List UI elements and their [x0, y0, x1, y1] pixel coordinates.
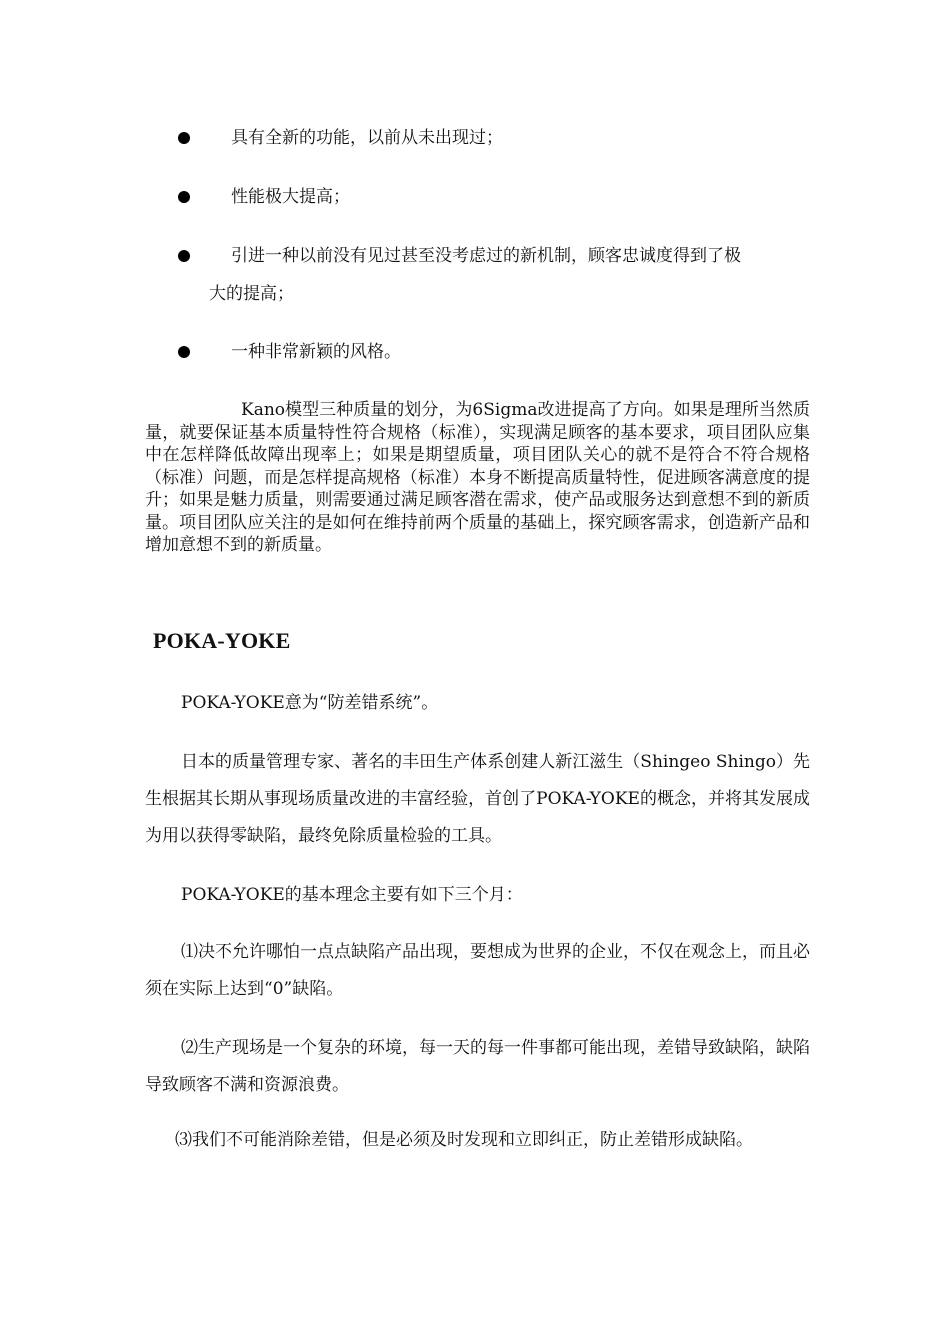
- bullet-dot-icon: [178, 346, 190, 358]
- poka-definition: POKA-YOKE意为“防差错系统”。: [181, 693, 439, 713]
- bullet-item: [178, 182, 808, 212]
- kano-paragraph: Kano模型三种质量的划分，为6Sigma改进提高了方向。如果是理所当然质量，就要保证基本质量特性符合规格（标准），实现满足顾客的基本要求，项目团队应集中在怎样降低故障出现率上；如果是期望质量，项目团队关心的就不是符合不符合规格（标准）问题，而是怎样提高规格（标准）本身不断提高质量特性，促进顾客满意度的提升；如果是魅力质量，则需要通过满足顾客潜在需求，使产品或服务达到意想不到的新质量。项目团队应关注的是如何在维持前两个质量的基础上，探究顾客需求，创造新产品和增加意想不到的新质量。: [145, 400, 810, 555]
- principle-item: ⑴决不允许哪怕一点点缺陷产品出现，要想成为世界的企业，不仅在观念上，而且必须在实际上达到“0”缺陷。: [145, 942, 810, 999]
- bullet-text: 引进一种以前没有见过甚至没考虑过的新机制，顾客忠诚度得到了极: [231, 246, 741, 266]
- section-heading: POKA-YOKE: [153, 628, 291, 653]
- bullet-dot-icon: [178, 191, 190, 203]
- principle-item: ⑶我们不可能消除差错，但是必须及时发现和立即纠正，防止差错形成缺陷。: [175, 1130, 753, 1150]
- bullet-dot-icon: [178, 250, 190, 262]
- poka-origin-paragraph: 日本的质量管理专家、著名的丰田生产体系创建人新江滋生（Shingeo Shingo）先生根据其长期从事现场质量改进的丰富经验，首创了POKA-YOKE的概念，并将其发展成为用以获得零缺陷，最终免除质量检验的工具。: [145, 752, 810, 846]
- bullet-item: [178, 241, 808, 271]
- principle-item: ⑵生产现场是一个复杂的环境，每一天的每一件事都可能出现，差错导致缺陷，缺陷导致顾客不满和资源浪费。: [145, 1038, 810, 1095]
- bullet-text: 一种非常新颖的风格。: [231, 342, 401, 362]
- bullet-continuation: 大的提高；: [209, 284, 294, 304]
- bullet-text: 性能极大提高；: [231, 187, 350, 207]
- bullet-item: [178, 123, 808, 153]
- bullet-item: [178, 337, 808, 367]
- bullet-dot-icon: [178, 132, 190, 144]
- bullet-text: 具有全新的功能，以前从未出现过；: [231, 128, 503, 148]
- poka-principles-intro: POKA-YOKE的基本理念主要有如下三个月：: [181, 885, 523, 905]
